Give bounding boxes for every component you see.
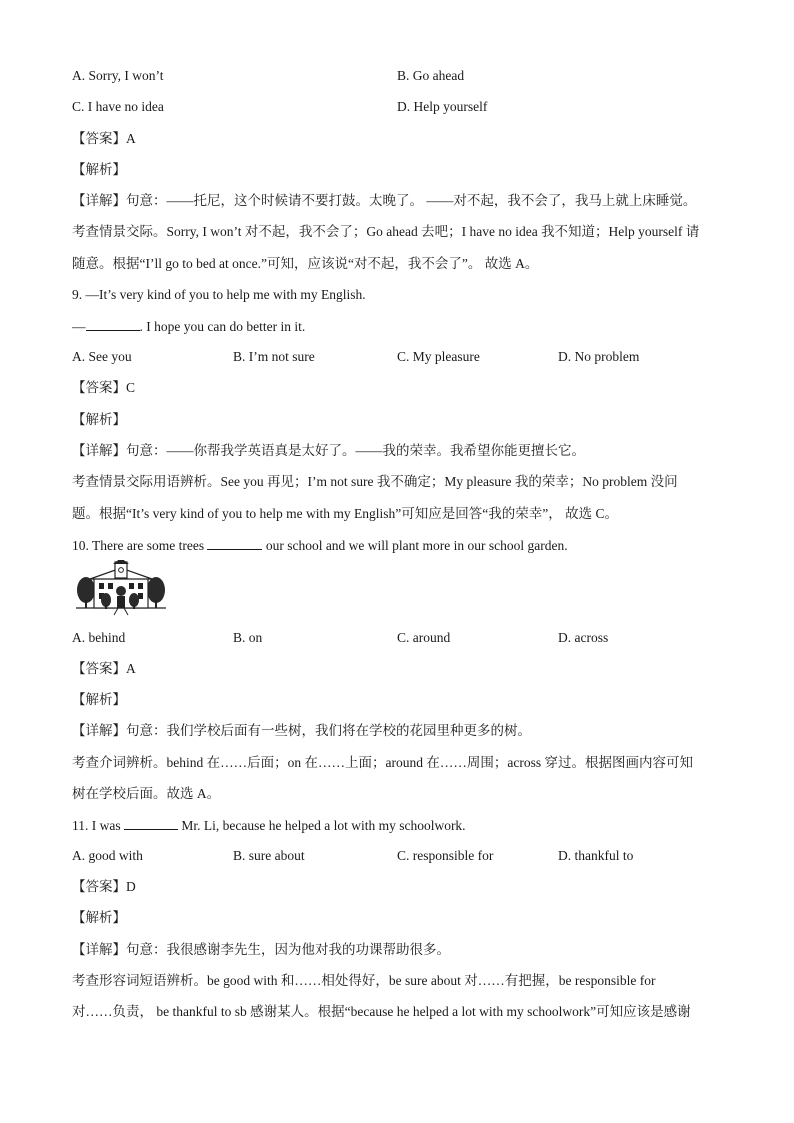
q11-answer-blank (124, 816, 178, 830)
q11-option-c: C. responsible for (397, 848, 494, 863)
q10-answer-blank (207, 536, 262, 550)
q8-option-d: D. Help yourself (397, 99, 488, 114)
q9-detail-line-1: 【详解】句意：——你帮我学英语真是太好了。——我的荣幸。我希望你能更擅长它。 (72, 443, 585, 458)
q8-detail-line-2: 考查情景交际。Sorry, I won’t 对不起，我不会了；Go ahead 去吧；I have no idea 我不知道；Help yourself 请 (72, 224, 700, 239)
q9-answer: 【答案】C (72, 380, 136, 395)
q11-detail-line-3: 对……负责， be thankful to sb 感谢某人。根据“because he helped a lot with my schoolwork”可知应该是感谢 (72, 1004, 691, 1019)
q10-analysis-label: 【解析】 (72, 692, 126, 707)
q10-stem-start: 10. There are some trees (72, 538, 208, 553)
q10-detail-line-1: 【详解】句意：我们学校后面有一些树，我们将在学校的花园里种更多的树。 (72, 723, 531, 738)
q8-option-b: B. Go ahead (397, 68, 465, 83)
q9-option-a: A. See you (72, 349, 132, 364)
q8-detail-line-3: 随意。根据“I’ll go to bed at once.”可知，应该说“对不起，我不会了”。 故选 A。 (72, 256, 539, 271)
q10-stem-end: our school and we will plant more in our school garden. (262, 538, 568, 553)
q9-detail-line-3: 题。根据“It’s very kind of you to help me with my English”可知应是回答“我的荣幸”， 故选 C。 (72, 506, 618, 521)
q9-option-c: C. My pleasure (397, 349, 480, 364)
q9-answer-blank (86, 317, 140, 331)
q10-answer: 【答案】A (72, 661, 136, 676)
q11-analysis-label: 【解析】 (72, 910, 126, 925)
q10-option-d: D. across (558, 630, 609, 645)
q9-stem-line-1: 9. —It’s very kind of you to help me with my English. (72, 287, 366, 302)
q9-stem-line-2 (72, 317, 724, 336)
q8-option-a: A. Sorry, I won’t (72, 68, 164, 83)
q11-stem (72, 816, 724, 835)
school-trees-picture (72, 560, 170, 616)
q11-stem-start: 11. I was (72, 818, 124, 833)
q10-option-b: B. on (233, 630, 263, 645)
q10-option-a: A. behind (72, 630, 126, 645)
q9-option-d: D. No problem (558, 349, 640, 364)
q11-option-b: B. sure about (233, 848, 305, 863)
q11-detail-line-1: 【详解】句意：我很感谢李先生，因为他对我的功课帮助很多。 (72, 942, 450, 957)
q11-stem-end: Mr. Li, because he helped a lot with my schoolwork. (178, 818, 466, 833)
q8-option-c: C. I have no idea (72, 99, 164, 114)
q11-answer: 【答案】D (72, 879, 136, 894)
q8-detail-line-1: 【详解】句意：——托尼，这个时候请不要打鼓。太晚了。 ——对不起，我不会了，我马上就上床睡觉。 (72, 193, 697, 208)
q9-detail-line-2: 考查情景交际用语辨析。See you 再见；I’m not sure 我不确定；My pleasure 我的荣幸；No problem 没问 (72, 474, 678, 489)
q9-dash: — (72, 319, 86, 334)
q8-answer: 【答案】A (72, 131, 136, 146)
q9-option-b: B. I’m not sure (233, 349, 315, 364)
q10-detail-line-3: 树在学校后面。故选 A。 (72, 786, 221, 801)
q11-option-a: A. good with (72, 848, 143, 863)
q9-analysis-label: 【解析】 (72, 412, 126, 427)
q10-stem (72, 536, 724, 555)
q10-option-c: C. around (397, 630, 451, 645)
q11-option-d: D. thankful to (558, 848, 634, 863)
q9-stem-rest: . I hope you can do better in it. (139, 319, 306, 334)
q8-analysis-label: 【解析】 (72, 162, 126, 177)
q11-detail-line-2: 考查形容词短语辨析。be good with 和……相处得好，be sure about 对……有把握，be responsible for (72, 973, 656, 988)
q10-detail-line-2: 考查介词辨析。behind 在……后面；on 在……上面；around 在……周围；across 穿过。根据图画内容可知 (72, 755, 693, 770)
